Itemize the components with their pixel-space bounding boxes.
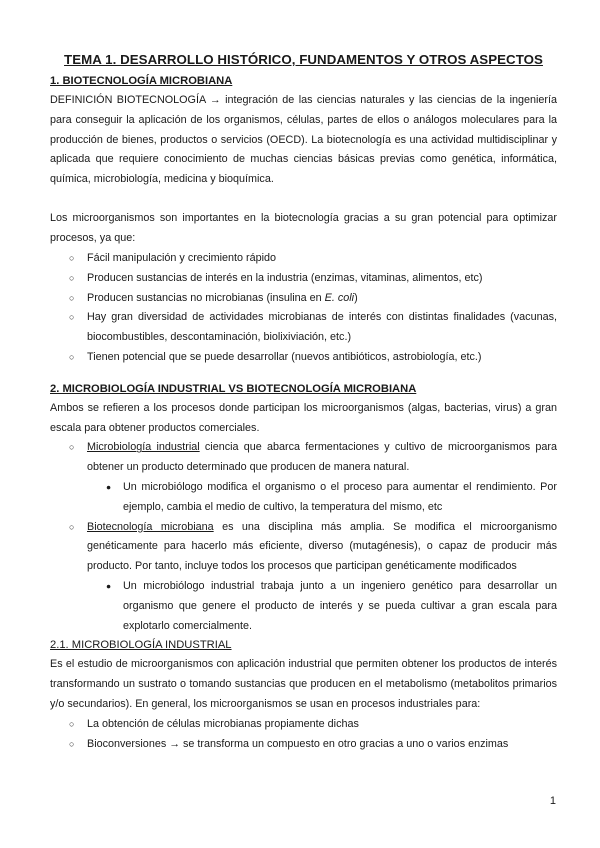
list-item: ○ La obtención de células microbianas propiamente dichas (50, 715, 557, 735)
page-number: 1 (549, 795, 556, 807)
section-2-heading: 2. MICROBIOLOGÍA INDUSTRIAL VS BIOTECNOLOGÍA MICROBIANA (50, 382, 417, 395)
list-item: ○ Bioconversiones → se transforma un compuesto en otro gracias a uno o varios enzimas (50, 735, 557, 755)
microbial-biotech-term: Biotecnología microbiana (87, 520, 214, 533)
list-item: ○ Producen sustancias no microbianas (insulina en E. coli) (50, 289, 557, 309)
definition-paragraph: DEFINICIÓN BIOTECNOLOGÍA → integración de las ciencias naturales y las ciencias de la ingeniería para conseguir la aplicación de los organismos, células, partes de ellos o análogos moleculares para la producción de bienes, productos o servicios (OECD). La biotecnología es una actividad multidisciplinar y aplicada que requiere conocimiento de muchas ciencias básicas previas como genética, informática, química, microbiología, medicina y bioquímica. (50, 94, 557, 186)
list-item: ● Un microbiólogo modifica el organismo o el proceso para aumentar el rendimiento. Por ejemplo, cambia el medio de cultivo, la temperatura del mismo, etc (50, 478, 557, 518)
document-page (50, 52, 557, 754)
microorganisms-intro: Los microorganismos son importantes en la biotecnología gracias a su gran potencial para optimizar procesos, ya que: (50, 212, 557, 245)
list-item: ○ Producen sustancias de interés en la industria (enzimas, vitaminas, alimentos, etc) (50, 269, 557, 289)
page-title: TEMA 1. DESARROLLO HISTÓRICO, FUNDAMENTOS Y OTROS ASPECTOS (64, 52, 543, 67)
section-1-heading: 1. BIOTECNOLOGÍA MICROBIANA (50, 75, 233, 87)
industrial-microbiology-term: Microbiología industrial (87, 441, 200, 454)
list-item: ● Un microbiólogo industrial trabaja junto a un ingeniero genético para desarrollar un organismo que genere el producto de interés y se pueda cultivar a gran escala para explotarlo comercialmente. (50, 577, 557, 636)
subsection-2-1-text: Es el estudio de microorganismos con aplicación industrial que permiten obtener los productos de interés transformando un sustrato o tomando sustancias que producen en el metabolismo (metabolitos primarios y/o secundarios). En general, los microorganismos se usan en procesos industriales para: (50, 658, 557, 711)
list-item: ○ Microbiología industrial ciencia que abarca fermentaciones y cultivo de microorganismos para obtener un producto determinado que producen de manera natural. ● Un microbiólogo modifica el organismo o el proceso para aumentar el rendimiento. Por ejemplo, cambia el medio de cultivo, la temperatura del mismo, etc (50, 438, 557, 517)
comparison-list (50, 438, 557, 636)
list-item: ○ Hay gran diversidad de actividades microbianas de interés con distintas finalidades (vacunas, biocombustibles, descontaminación, biolixiviación, etc.) (50, 308, 557, 348)
subsection-2-1-heading: 2.1. MICROBIOLOGÍA INDUSTRIAL (50, 639, 232, 652)
uses-list (50, 715, 557, 755)
list-item: ○ Fácil manipulación y crecimiento rápido (50, 249, 557, 269)
advantages-list (50, 249, 557, 368)
section-2-intro: Ambos se refieren a los procesos donde participan los microorganismos (algas, bacterias, virus) a gran escala para obtener productos comerciales. (50, 401, 557, 434)
list-item: ○ Biotecnología microbiana es una disciplina más amplia. Se modifica el microorganismo genéticamente para hacerlo más eficiente, diverso (mutagénesis), o capaz de producir más producto. Por tanto, incluye todos los procesos que participan genéticamente modificados ● Un microbiólogo industrial trabaja junto a un ingeniero genético para desarrollar un organismo que genere el producto de interés y se pueda cultivar a gran escala para explotarlo comercialmente. (50, 518, 557, 637)
list-item: ○ Tienen potencial que se puede desarrollar (nuevos antibióticos, astrobiología, etc.) (50, 348, 557, 368)
